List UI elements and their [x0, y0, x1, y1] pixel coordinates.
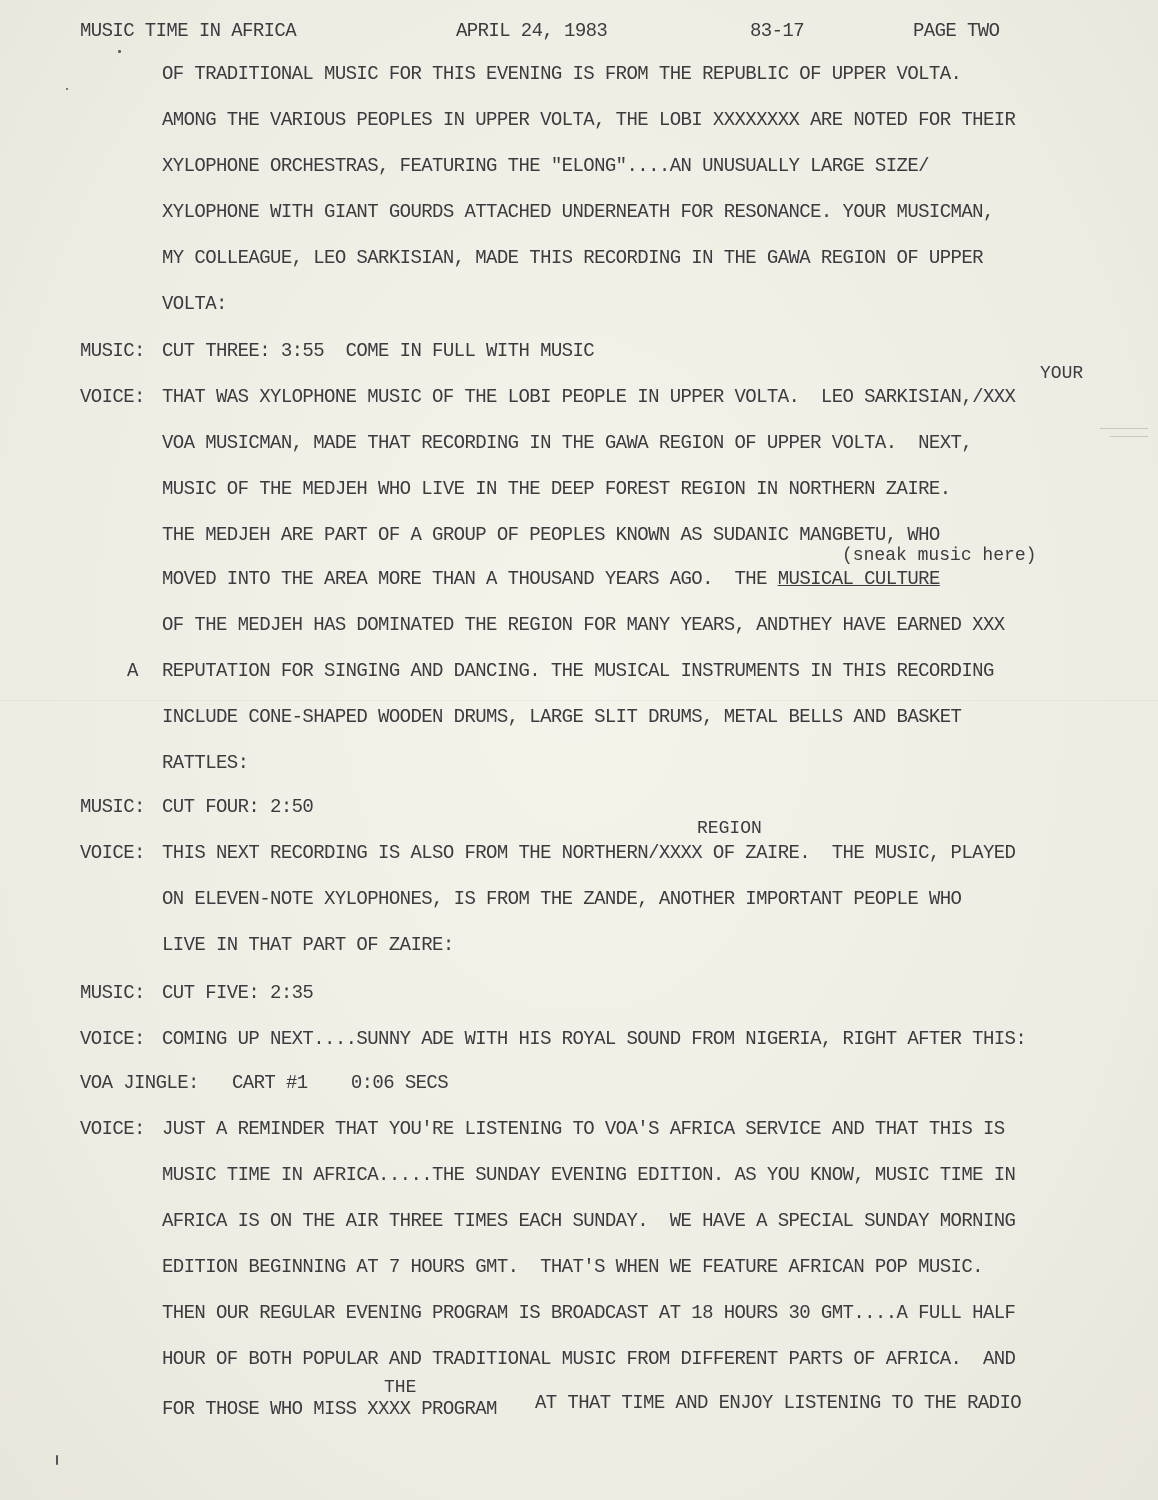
header-program: MUSIC TIME IN AFRICA [80, 20, 297, 42]
text-line: ON ELEVEN-NOTE XYLOPHONES, IS FROM THE ZANDE, ANOTHER IMPORTANT PEOPLE WHO [162, 888, 962, 910]
text-line: OF THE MEDJEH HAS DOMINATED THE REGION FOR MANY YEARS, ANDTHEY HAVE EARNED XXX [162, 614, 1005, 636]
text-line: XYLOPHONE WITH GIANT GOURDS ATTACHED UNDERNEATH FOR RESONANCE. YOUR MUSICMAN, [162, 201, 994, 223]
text-line: INCLUDE CONE-SHAPED WOODEN DRUMS, LARGE SLIT DRUMS, METAL BELLS AND BASKET [162, 706, 962, 728]
text-line: MUSIC OF THE MEDJEH WHO LIVE IN THE DEEP FOREST REGION IN NORTHERN ZAIRE. [162, 478, 951, 500]
text-line: THIS NEXT RECORDING IS ALSO FROM THE NORTHERN/XXXX OF ZAIRE. THE MUSIC, PLAYED [162, 842, 1016, 864]
text-line: XYLOPHONE ORCHESTRAS, FEATURING THE "ELONG"....AN UNUSUALLY LARGE SIZE/ [162, 155, 929, 177]
speaker-label-music: MUSIC: [80, 982, 145, 1004]
text-segment: MOVED INTO THE AREA MORE THAN A THOUSAND YEARS AGO. THE [162, 568, 778, 590]
text-line: MUSIC TIME IN AFRICA.....THE SUNDAY EVENING EDITION. AS YOU KNOW, MUSIC TIME IN [162, 1164, 1016, 1186]
speaker-label-voice: VOICE: [80, 1028, 145, 1050]
handwritten-insertion: YOUR [1040, 364, 1084, 384]
text-line: REPUTATION FOR SINGING AND DANCING. THE MUSICAL INSTRUMENTS IN THIS RECORDING [162, 660, 994, 682]
text-line: THEN OUR REGULAR EVENING PROGRAM IS BROADCAST AT 18 HOURS 30 GMT....A FULL HALF [162, 1302, 1016, 1324]
text-line: MY COLLEAGUE, LEO SARKISIAN, MADE THIS RECORDING IN THE GAWA REGION OF UPPER [162, 247, 983, 269]
text-line: EDITION BEGINNING AT 7 HOURS GMT. THAT'S WHEN WE FEATURE AFRICAN POP MUSIC. [162, 1256, 983, 1278]
text-line: CART #1 0:06 SECS [232, 1072, 449, 1094]
text-line: HOUR OF BOTH POPULAR AND TRADITIONAL MUSIC FROM DIFFERENT PARTS OF AFRICA. AND [162, 1348, 1016, 1370]
handwritten-insertion: (sneak music here) [842, 546, 1037, 566]
text-line: RATTLES: [162, 752, 249, 774]
handwritten-insertion: REGION [697, 819, 762, 839]
paper-fold [0, 700, 1158, 701]
speaker-label-voice: VOICE: [80, 1118, 145, 1140]
text-line: AT THAT TIME AND ENJOY LISTENING TO THE RADIO [535, 1392, 1022, 1414]
ink-speck [56, 1455, 58, 1465]
margin-insertion: A [127, 660, 139, 682]
text-line: COMING UP NEXT....SUNNY ADE WITH HIS ROYAL SOUND FROM NIGERIA, RIGHT AFTER THIS: [162, 1028, 1027, 1050]
text-line: CUT FIVE: 2:35 [162, 982, 314, 1004]
underlined-phrase: MUSICAL CULTURE [777, 568, 940, 590]
speaker-label-voice: VOICE: [80, 842, 145, 864]
text-line: THE MEDJEH ARE PART OF A GROUP OF PEOPLES KNOWN AS SUDANIC MANGBETU, WHO [162, 524, 940, 546]
speaker-label-music: MUSIC: [80, 340, 145, 362]
ink-speck [66, 88, 68, 90]
paper-mark [1100, 428, 1148, 429]
text-line: OF TRADITIONAL MUSIC FOR THIS EVENING IS FROM THE REPUBLIC OF UPPER VOLTA. [162, 63, 962, 85]
text-line: FOR THOSE WHO MISS XXXX PROGRAM [162, 1398, 497, 1420]
text-line: LIVE IN THAT PART OF ZAIRE: [162, 934, 454, 956]
text-line: AFRICA IS ON THE AIR THREE TIMES EACH SUNDAY. WE HAVE A SPECIAL SUNDAY MORNING [162, 1210, 1016, 1232]
header-date: APRIL 24, 1983 [456, 20, 608, 42]
speaker-label-music: MUSIC: [80, 796, 145, 818]
speaker-label-voice: VOICE: [80, 386, 145, 408]
text-line: VOA MUSICMAN, MADE THAT RECORDING IN THE GAWA REGION OF UPPER VOLTA. NEXT, [162, 432, 973, 454]
header-number: 83-17 [750, 20, 805, 42]
text-line [162, 568, 940, 590]
text-line: JUST A REMINDER THAT YOU'RE LISTENING TO VOA'S AFRICA SERVICE AND THAT THIS IS [162, 1118, 1005, 1140]
text-line: CUT THREE: 3:55 COME IN FULL WITH MUSIC [162, 340, 595, 362]
header-page: PAGE TWO [913, 20, 1000, 42]
text-line: AMONG THE VARIOUS PEOPLES IN UPPER VOLTA, THE LOBI XXXXXXXX ARE NOTED FOR THEIR [162, 109, 1016, 131]
text-line: THAT WAS XYLOPHONE MUSIC OF THE LOBI PEOPLE IN UPPER VOLTA. LEO SARKISIAN,/XXX [162, 386, 1016, 408]
paper-mark [1110, 436, 1148, 437]
text-line: CUT FOUR: 2:50 [162, 796, 314, 818]
text-line: VOLTA: [162, 293, 227, 315]
speaker-label-jingle: VOA JINGLE: [80, 1072, 199, 1094]
ink-speck [118, 50, 121, 53]
handwritten-insertion: THE [384, 1378, 417, 1398]
